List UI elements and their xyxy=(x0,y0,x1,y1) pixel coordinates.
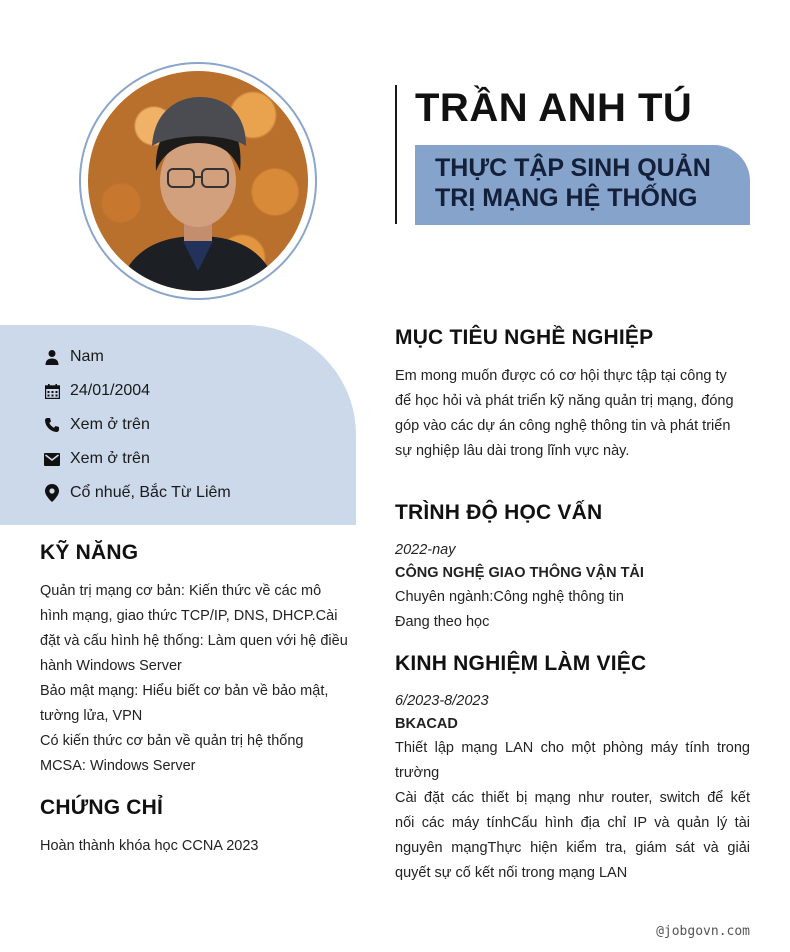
education-heading: TRÌNH ĐỘ HỌC VẤN xyxy=(395,501,603,524)
skills-heading: KỸ NĂNG xyxy=(40,541,139,564)
experience-heading: KINH NGHIỆM LÀM VIỆC xyxy=(395,652,647,675)
experience-line: quyết sự cố kết nối trong mạng LAN xyxy=(395,865,628,881)
skills-line: Bảo mật mạng: Hiểu biết cơ bản về bảo mật, xyxy=(40,683,329,699)
experience-description xyxy=(395,736,750,886)
objective-line: sự nghiệp lâu dài trong lĩnh vực này. xyxy=(395,443,630,459)
contact-email-text: Xem ở trên xyxy=(70,450,150,467)
position-title-line2: TRỊ MẠNG HỆ THỐNG xyxy=(435,184,698,212)
experience-line: trường xyxy=(395,765,440,781)
mail-icon xyxy=(44,450,60,468)
contact-email xyxy=(44,447,150,471)
objective-line: Em mong muốn được có cơ hội thực tập tại công ty xyxy=(395,368,727,384)
education-period: 2022-nay xyxy=(395,542,456,558)
calendar-icon xyxy=(44,382,60,400)
contact-birthdate xyxy=(44,379,150,403)
education-school: CÔNG NGHỆ GIAO THÔNG VẬN TẢI xyxy=(395,565,644,581)
contact-phone xyxy=(44,413,150,437)
skills-line: Có kiến thức cơ bản về quản trị hệ thống xyxy=(40,733,304,749)
experience-company: BKACAD xyxy=(395,716,458,732)
skills-line: tường lửa, VPN xyxy=(40,708,143,724)
contact-gender-text: Nam xyxy=(70,348,104,365)
education-major: Chuyên ngành:Công nghệ thông tin xyxy=(395,589,624,605)
skills-line: hành Windows Server xyxy=(40,658,182,674)
header-divider xyxy=(395,85,397,224)
education-status: Đang theo học xyxy=(395,614,490,630)
skills-line: MCSA: Windows Server xyxy=(40,758,196,774)
contact-phone-text: Xem ở trên xyxy=(70,416,150,433)
position-title-line1: THỰC TẬP SINH QUẢN xyxy=(435,154,711,182)
certificates-heading: CHỨNG CHỈ xyxy=(40,796,164,819)
person-icon xyxy=(44,348,60,366)
avatar xyxy=(88,71,308,291)
objective-heading: MỤC TIÊU NGHỀ NGHIỆP xyxy=(395,326,654,349)
experience-line: nối các máy tínhCấu hình địa chỉ IP và quản lý tài xyxy=(395,815,750,831)
skills-line: đặt và cấu hình hệ thống: Làm quen với hệ điều xyxy=(40,633,348,649)
objective-text xyxy=(395,364,755,464)
location-pin-icon xyxy=(44,484,60,502)
candidate-name: TRẦN ANH TÚ xyxy=(415,86,693,130)
skills-line: Quản trị mạng cơ bản: Kiến thức về các mô xyxy=(40,583,322,599)
skills-line: hình mạng, giao thức TCP/IP, DNS, DHCP.Cài xyxy=(40,608,338,624)
experience-line: nguyên mạngThực hiện kiểm tra, giám sát và giải xyxy=(395,840,750,856)
watermark: @jobgovn.com xyxy=(656,924,750,939)
objective-line: góp vào các dự án công nghệ thông tin và phát triển xyxy=(395,418,731,434)
objective-line: để học hỏi và phát triển kỹ năng quản trị mạng, đóng xyxy=(395,393,734,409)
experience-line: Cài đặt các thiết bị mạng như router, switch để kết xyxy=(395,790,750,806)
position-title-box xyxy=(415,145,750,225)
experience-period: 6/2023-8/2023 xyxy=(395,693,489,709)
contact-gender xyxy=(44,345,104,369)
contact-address-text: Cổ nhuế, Bắc Từ Liêm xyxy=(70,484,231,501)
contact-address xyxy=(44,481,231,505)
contact-birthdate-text: 24/01/2004 xyxy=(70,382,151,399)
phone-icon xyxy=(44,416,60,434)
certificate-item: Hoàn thành khóa học CCNA 2023 xyxy=(40,838,259,854)
experience-line: Thiết lập mạng LAN cho một phòng máy tính trong xyxy=(395,740,750,756)
skills-list xyxy=(40,579,360,779)
